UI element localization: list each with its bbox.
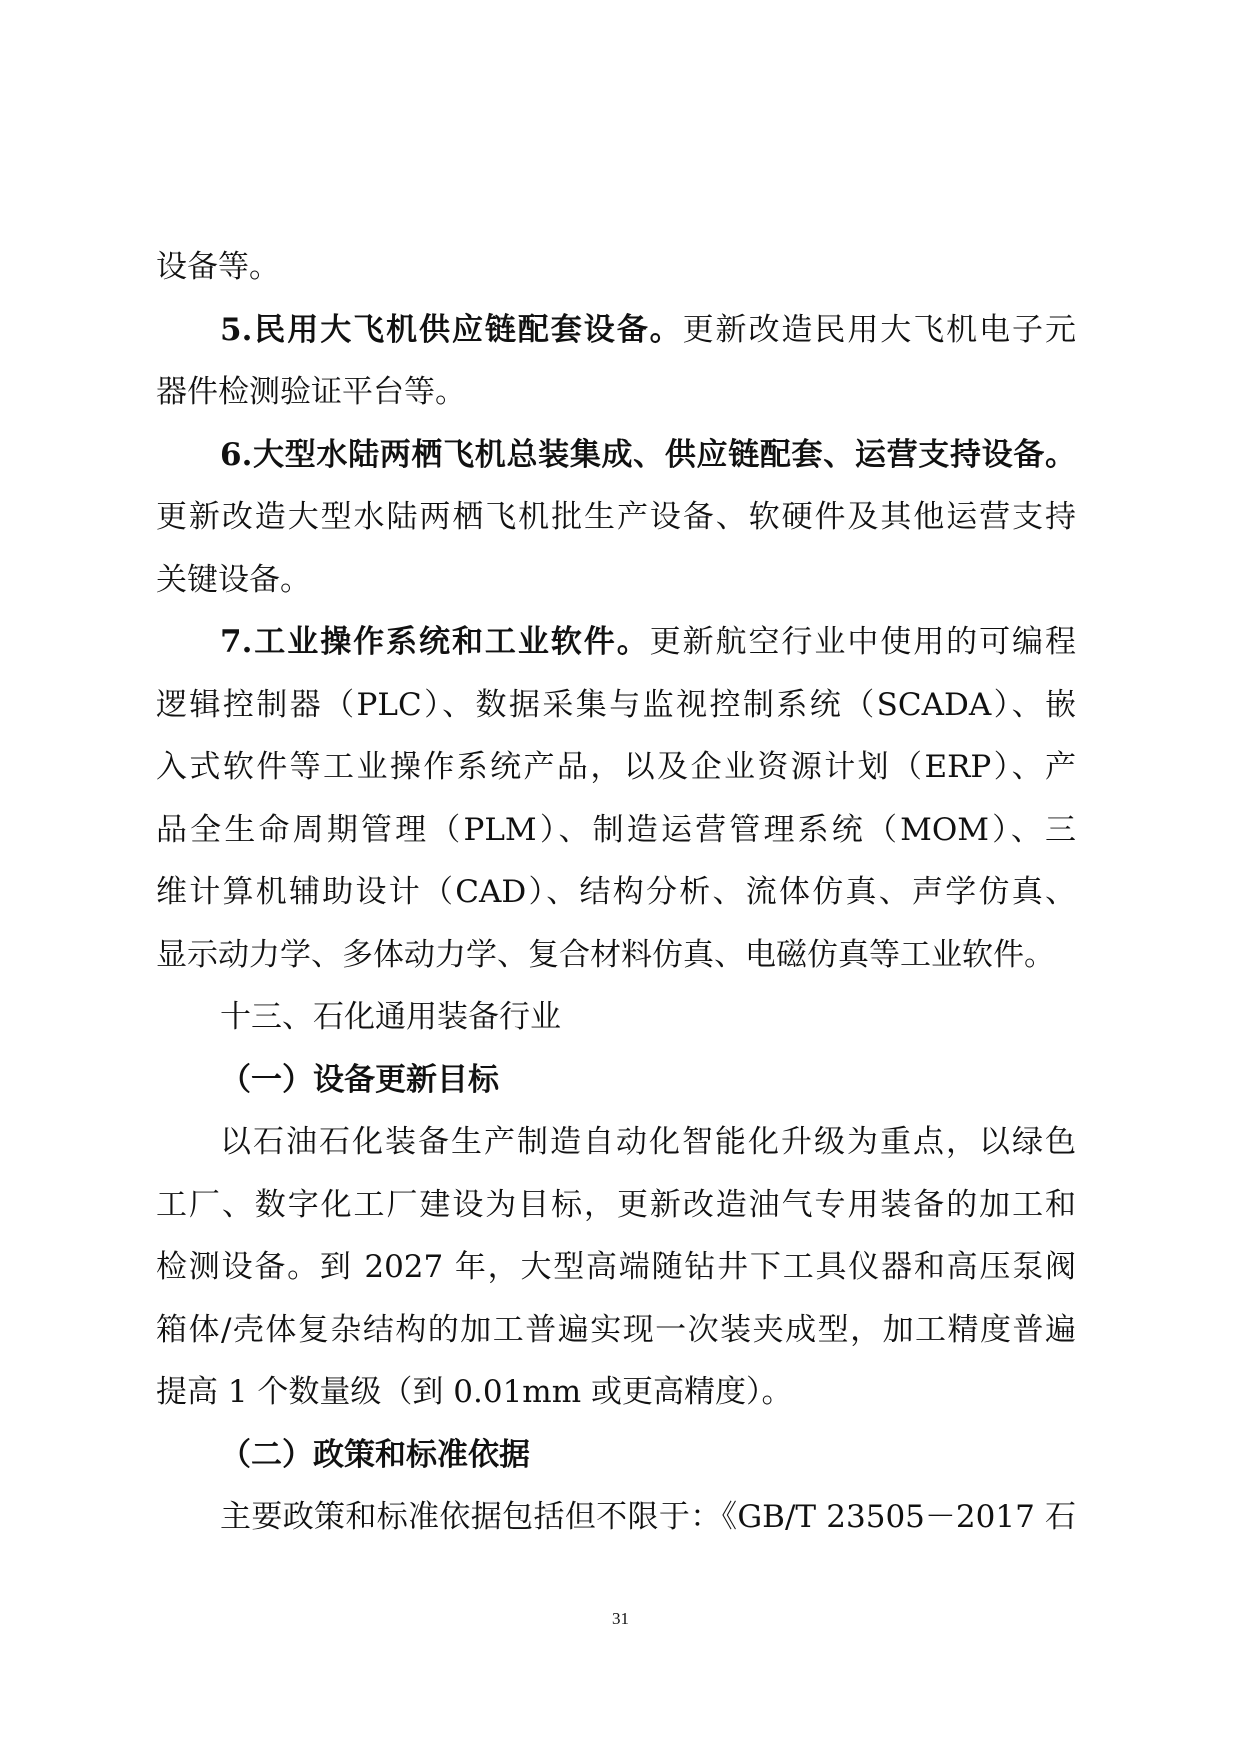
paragraph-line: 以石油石化装备生产制造自动化智能化升级为重点，以绿色: [220, 1124, 1076, 1160]
paragraph-line: [156, 611, 1076, 674]
section-heading: 十三、石化通用装备行业: [220, 999, 561, 1035]
paragraph-line: [156, 424, 1076, 487]
paragraph-line: 维计算机辅助设计（CAD）、结构分析、流体仿真、声学仿真、: [156, 874, 1076, 910]
subsection-heading: （一）设备更新目标: [220, 1061, 499, 1098]
item-heading: 6.大型水陆两栖飞机总装集成、供应链配套、运营支持设备。: [220, 436, 1076, 473]
paragraph-text: 更新航空行业中使用的可编程: [649, 624, 1076, 660]
item-heading: 5.民用大飞机供应链配套设备。: [220, 311, 683, 348]
page-number: 31: [612, 1609, 629, 1628]
paragraph-text: 更新改造民用大飞机电子元: [682, 311, 1076, 348]
paragraph-line: 入式软件等工业操作系统产品，以及企业资源计划（ERP）、产: [156, 749, 1076, 785]
paragraph-line: 关键设备。: [156, 561, 311, 598]
paragraph-line: 工厂、数字化工厂建设为目标，更新改造油气专用装备的加工和: [156, 1186, 1076, 1223]
item-heading: 7.工业操作系统和工业软件。: [220, 624, 650, 660]
body-text: [156, 236, 1076, 1549]
paragraph-line: 器件检测验证平台等。: [156, 374, 466, 410]
paragraph-line: 逻辑控制器（PLC）、数据采集与监视控制系统（SCADA）、嵌: [156, 686, 1076, 723]
paragraph-line: 箱体/壳体复杂结构的加工普遍实现一次装夹成型，加工精度普遍: [156, 1311, 1076, 1348]
subsection-heading: （二）政策和标准依据: [220, 1436, 530, 1473]
paragraph-line: 品全生命周期管理（PLM）、制造运营管理系统（MOM）、三: [156, 811, 1076, 848]
paragraph-line: 主要政策和标准依据包括但不限于：《GB/T 23505－2017 石: [220, 1499, 1076, 1535]
paragraph-line: [156, 299, 1076, 362]
paragraph-line: 更新改造大型水陆两栖飞机批生产设备、软硬件及其他运营支持: [156, 499, 1076, 535]
paragraph-line: 检测设备。到 2027 年，大型高端随钻井下工具仪器和高压泵阀: [156, 1249, 1076, 1285]
paragraph-line: 设备等。: [156, 249, 280, 285]
paragraph-line: 提高 1 个数量级（到 0.01mm 或更高精度）。: [156, 1374, 793, 1410]
paragraph-line: 显示动力学、多体动力学、复合材料仿真、电磁仿真等工业软件。: [156, 936, 1055, 973]
